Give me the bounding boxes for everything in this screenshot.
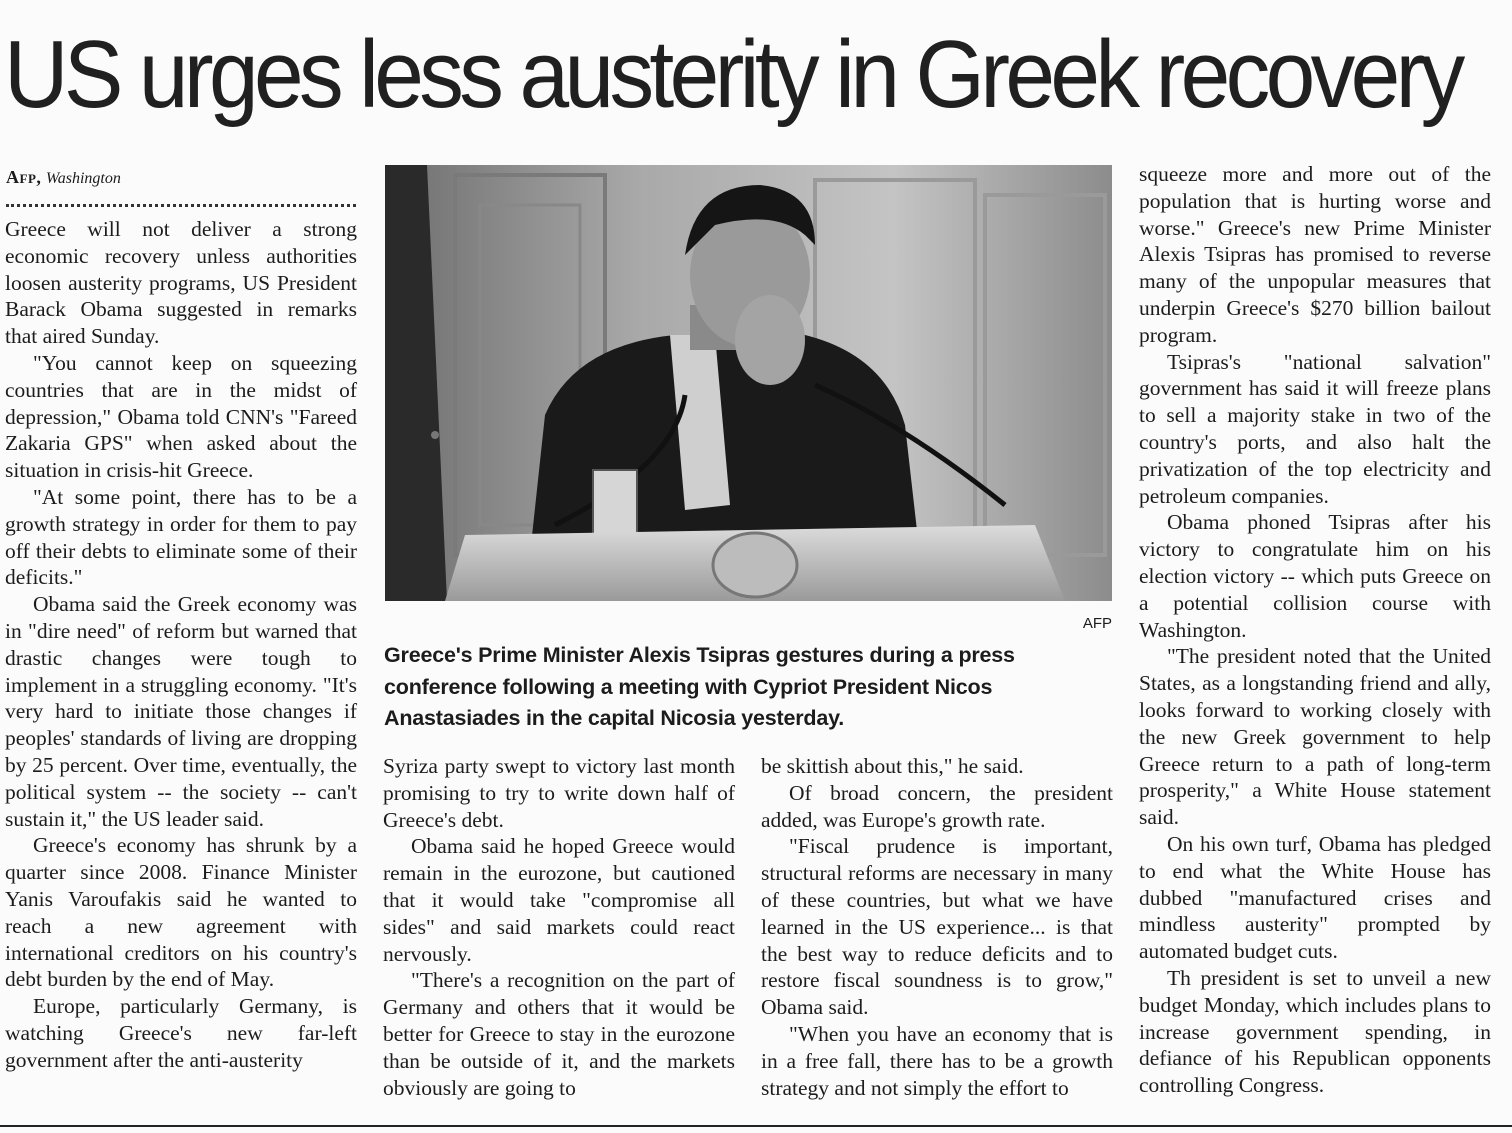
paragraph: Obama said he hoped Greece would remain in the eurozone, but cautioned that it would take "compromise all sides" and said markets could react nervously.: [383, 834, 735, 966]
paragraph: "Fiscal prudence is important, structural reforms are necessary in many of these countries, but what we have learned in the US experience... is that the best way to reduce deficits and to restore fiscal soundness is to grow," Obama said.: [761, 834, 1113, 1020]
photo-caption: Greece's Prime Minister Alexis Tsipras gestures during a press conference following a meeting with Cypriot President Nicos Anastasiades in the capital Nicosia yesterday.: [384, 643, 1015, 730]
article-column-2: [383, 753, 735, 1101]
paragraph: On his own turf, Obama has pledged to end what the White House has dubbed "manufactured crises and mindless austerity" prompted by automated budget cuts.: [1139, 831, 1491, 964]
paragraph: "When you have an economy that is in a free fall, there has to be a growth strategy and not simply the effort to: [761, 1021, 1113, 1100]
byline-location: Washington: [45, 170, 121, 187]
paragraph: Obama phoned Tsipras after his victory to congratulate him on his election victory -- which puts Greece on a potential collision course with Washington.: [1139, 510, 1491, 642]
paragraph: "You cannot keep on squeezing countries that are in the midst of depression," Obama told CNN's "Fareed Zakaria GPS" when asked about the situation in crisis-hit Greece.: [5, 350, 357, 483]
paragraph: Greece's economy has shrunk by a quarter since 2008. Finance Minister Yanis Varoufakis said he wanted to reach a new agreement with international creditors on his country's debt burden by the end of May.: [5, 833, 357, 992]
headline: US urges less austerity in Greek recovery: [4, 21, 1461, 128]
article-column-1: [5, 216, 357, 1074]
press-conference-photo: [385, 165, 1112, 601]
paragraph: Th president is set to unveil a new budget Monday, which includes plans to increase government spending, in defiance of his Republican opponents controlling Congress.: [1139, 965, 1491, 1098]
paragraph: Obama said the Greek economy was in "dire need" of reform but warned that drastic changes were tough to implement in a struggling economy. "It's very hard to initiate those changes if peoples' standards of living are dropping by 25 percent. Over time, eventually, the political system -- the society -- can't sustain it," the US leader said.: [5, 592, 357, 831]
paragraph: be skittish about this," he said.: [761, 754, 1024, 778]
byline-agency: Afp,: [6, 167, 42, 187]
byline: [6, 164, 356, 192]
paragraph: "There's a recognition on the part of Germany and others that it would be better for Greece to stay in the eurozone than be outside of it, and the markets obviously are going to: [383, 968, 735, 1100]
paragraph: "The president noted that the United States, as a longstanding friend and ally, looks forward to working closely with the new Greek government to help Greece return to a path of long-term prosperity," a White House statement said.: [1139, 644, 1491, 830]
byline-divider: [6, 204, 356, 207]
paragraph: Europe, particularly Germany, is watching Greece's new far-left government after the anti-austerity: [5, 994, 357, 1072]
paragraph: Greece will not deliver a strong economic recovery unless authorities loosen austerity programs, US President Barack Obama suggested in remarks that aired Sunday.: [5, 217, 357, 349]
paragraph: squeeze more and more out of the population that is hurting worse and worse." Greece's new Prime Minister Alexis Tsipras has promised to reverse many of the unpopular measures that underpin Greece's $270 billion bailout program.: [1139, 162, 1491, 347]
article-column-4: [1139, 161, 1491, 1099]
paragraph: Syriza party swept to victory last month promising to try to write down half of Greece's debt.: [383, 754, 735, 832]
article-column-3: [761, 753, 1113, 1101]
bottom-rule: [0, 1125, 1512, 1127]
photo-credit: AFP: [1082, 615, 1112, 632]
paragraph: "At some point, there has to be a growth strategy in order for them to pay off their debts to eliminate some of their deficits.": [5, 484, 357, 590]
paragraph: Of broad concern, the president added, was Europe's growth rate.: [761, 780, 1113, 832]
paragraph: Tsipras's "national salvation" government has said it will freeze plans to sell a majority stake in two of the country's ports, and also halt the privatization of the top electricity and petroleum companies.: [1139, 349, 1491, 508]
